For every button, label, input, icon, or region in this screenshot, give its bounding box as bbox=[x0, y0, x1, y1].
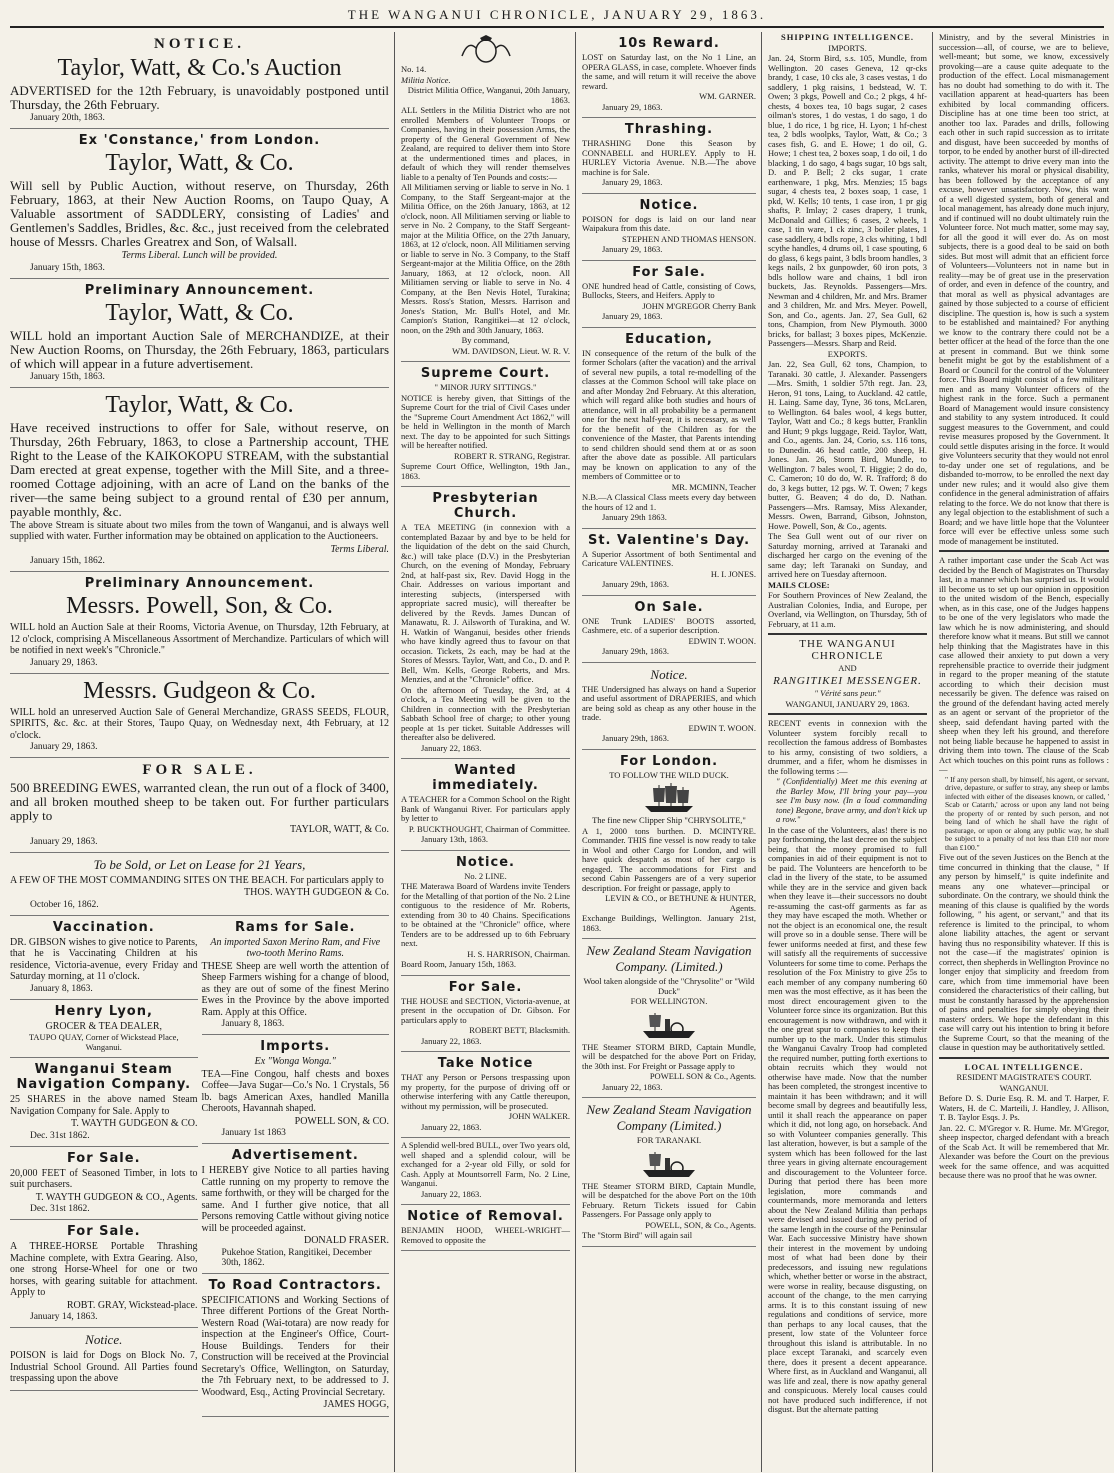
ad-imports bbox=[202, 1035, 390, 1144]
ad-body: IN consequence of the return of the bulk of the former Scholars (after the vacation) and the arrival of several new pupils, a total re-modelling of the classes at the Common School will take place on and after Monday 2nd February. At this alteration, which will regard alike both studies and hours of attendance, will in all probability be a permanent one for the next half-year, it is necessary, as well for the benefit of the Children as for the convenience of the Master, that Parents intending to send children should send them at or as soon after the above date as possible. All particulars may be known on application to any of the members of Committee or to bbox=[582, 347, 756, 481]
ad-signature: WM. DAVIDSON, Lieut. W. R. V. bbox=[452, 345, 570, 356]
column-4 bbox=[768, 32, 933, 1472]
ad-destination: FOR WELLINGTON. bbox=[630, 996, 708, 1006]
ad-date: January 29, 1863. bbox=[602, 101, 663, 112]
ad-vaccination bbox=[10, 916, 198, 1000]
ad-sub: Ex "Wonga Wonga." bbox=[254, 1056, 336, 1067]
ad-signature: POWELL SON & Co., Agents. bbox=[649, 1071, 756, 1081]
ad-body: A THREE-HORSE Portable Thrashing Machine complete, with Extra Gearing. Also, one strong Horse-Wheel for one or two horses, with gearing suitable for attachment. Apply to bbox=[10, 1241, 198, 1298]
ad-signature: EDWIN T. WOON. bbox=[688, 722, 756, 733]
ad-heading: Notice. bbox=[85, 1332, 123, 1347]
ad-destination: FOR TARANAKI. bbox=[636, 1135, 702, 1145]
ad-body: A TEACHER for a Common School on the Right Bank of Wanganui River. For particulars apply by letter to bbox=[401, 794, 570, 823]
ad-steam-shares bbox=[10, 1058, 198, 1147]
ad-date: January 15th, 1862. bbox=[30, 556, 105, 566]
ad-heading: FOR SALE. bbox=[142, 762, 257, 778]
col1-left bbox=[10, 916, 198, 1417]
ad-signature: JAMES HOGG, bbox=[323, 1399, 389, 1410]
ad-firm: Taylor, Watt, & Co. bbox=[105, 391, 294, 418]
ad-body: THAT any Person or Persons trespassing upon my property, for the purpose of driving off or otherwise interfering with any Cattle thereupon, without my permission, will be prosecuted. bbox=[401, 1072, 570, 1111]
ad-date: January 22, 1863. bbox=[421, 1188, 482, 1199]
leader-continued: Ministry, and by the several Ministries in succession—all, of course, we are to believe, well-meant; but some, we know, excessively provoking—are a cause quite adequate to the production of the effect. Local mismanagement has no doubt had something to do with it. The vacillation apparent at head-quarters has been exhibited by local commanding officers. Discipline has at one time been too strict, at another too lax. Parades and drills, following each other in such rapid succession as to irritate and disgust, have been succeeded by months of torpor, to be ended by another burst of ill-directed activity. The attempt to drive every man into the ranks, whatever his moral or physical disability, has been followed by the acceptance of any excuse, however unsatisfactory. Now, this want of a well digested system, both of general and local management, has already done much injury, and if continued will no doubt ultimately ruin the Volunteer force. Not much matter, some may say, for all the good it will ever do. As on most subjects, there is a good deal to be said on both sides. But most will admit that an efficient force of Volunteers—Volunteers not in name but in reality—may be of great use in the preservation of order, and even in defence of the country, and that moral as well as physical advantages are gained by those subjected to a course of efficient discipline. The question is, how is such a system to be established and maintained? For anything we know to the contrary there could not be a better officer at the head of the force than the one at present in command. But we think some benefit might be got by the establishment of a Board or Council for the control of the Volunteer force. This Board might consist of a few military men and as many Volunteer officers of the highest rank in the force. Such a permanent Board of Management would insure consistency and stability to any system introduced. It could suggest measures to the Government, and could revise measures proposed by the Government. It could settle disputes arising in the force. It would give Volunteers security that they would not enrol to-day under one set of regulations, and be disbanded to-morrow, to be enrolled the next day under new rules; and it would also give them confidence in the general administration of affairs relating to the force. We do not know that there is any legal objection to the establishment of such a Board; and we have little hope that the Volunteer force will ever be effective unless some such mode of management be instituted. bbox=[939, 32, 1109, 546]
ad-date: January 22, 1863. bbox=[421, 1035, 482, 1046]
paper-title: THE WANGANUI CHRONICLE bbox=[799, 638, 896, 662]
ad-heading: St. Valentine's Day. bbox=[587, 532, 751, 548]
leader-verse: " (Confidentially) Meet me this evening at the Barley Mow, I'll bring your pay—you see I'm busy now. (In a loud commanding tone) Begone, brave army, and don't kick up a row." bbox=[776, 776, 927, 824]
ad-heading: Wanted immediately. bbox=[432, 763, 539, 793]
ad-body-2: All Militiamen serving or liable to serve in No. 1 Company, to the Staff Sergeant-major at the Militia Office, on the 26th January, 1863, at 12 o'clock, noon. All Militiamen serving or liable to serve in No. 2 Company, to the Staff Sergeant-major at the Militia Office, on the 27th January, 1863, at 12 o'clock, noon. All Militiamen serving or liable to serve in No. 3 Company, to the Staff Sergeant-major at the Militia Office, on the 28th January, 1863, at 12 o'clock, noon. All Militiamen serving or liable to serve in No. 4 Company, at the Ben Nevis Hotel, Turakina; Messrs. Ross's Station, Messrs. Harrison and Jones's Station, Mr. Bull's Hotel, and Mr. Campion's Station, Rangitikei—at 12 o'clock, noon, on the 29th and 30th January, 1863. bbox=[401, 182, 570, 335]
sea-gull-note: The Sea Gull went out of our river on Saturday morning, arrived at Taranaki and discharged her cargo on the evening of the same day; left Taranaki on Sunday, and arrived here on Tuesday afternoon. bbox=[768, 531, 927, 579]
ad-date: January 13th, 1863. bbox=[421, 834, 489, 844]
ad-sub: An imported Saxon Merino Ram, and Five two-tooth Merino Rams. bbox=[210, 936, 381, 959]
ad-place: Exchange Buildings, Wellington. January 21st, 1863. bbox=[582, 913, 756, 933]
ad-place: Pukehoe Station, Rangitikei, December 30th, 1862. bbox=[221, 1247, 372, 1268]
imports-heading: IMPORTS. bbox=[828, 42, 867, 53]
column-5 bbox=[939, 32, 1114, 1472]
ad-heading: For Sale. bbox=[632, 264, 706, 280]
mails-heading: MAILS CLOSE: bbox=[768, 579, 830, 590]
col1-right bbox=[202, 916, 390, 1417]
ad-body: THRASHING Done this Season by CONNABELL and HURLEY. Apply to H. HURLEY Victoria Avenue. N.B.—The above machine is for Sale. bbox=[582, 138, 756, 177]
ad-date: January 29, 1863. bbox=[30, 657, 98, 668]
ad-nzsn-wellington bbox=[582, 939, 756, 1098]
ad-signature: JOHN WALKER. bbox=[508, 1111, 570, 1121]
ad-signature: POWELL SON, & CO. bbox=[294, 1115, 389, 1127]
ad-heading: Presbyterian Church. bbox=[432, 491, 539, 521]
ad-road-contractors bbox=[202, 1274, 390, 1417]
ad-date: January 14, 1863. bbox=[30, 1312, 98, 1322]
ad-date: January 8, 1863. bbox=[30, 983, 93, 994]
ad-body: SPECIFICATIONS and Working Sections of Three different Portions of the Great North-Western Road (Wai-totara) are now ready for inspection at the Engineer's Office, Court-House Buildings. Tenders for their Construction will be received at the Provincial Secretary's Office, Wellington, on Saturday, the 7th February next, to be addressed to J. Woodward, Esq., Acting Provincial Secretary. bbox=[201, 1294, 389, 1398]
notice-number: No. 14. bbox=[401, 64, 427, 74]
ad-body: NOTICE is hereby given, that Sittings of the Supreme Court for the trial of Civil Cases under the "Supreme Court Amendment Act 1862," will be held in Wellington in the month of March next. The day to be appointed for such Sittings will be hereafter notified. bbox=[401, 392, 570, 450]
ad-body: THE HOUSE and SECTION, Victoria-avenue, at present in the occupation of Dr. Gibson. For particulars apply to bbox=[401, 995, 570, 1025]
ad-body: ONE Trunk LADIES' BOOTS assorted, Cashmere, etc. of a superior description. bbox=[582, 615, 756, 635]
ad-sub: " MINOR JURY SITTINGS." bbox=[434, 382, 537, 392]
ad-thrashing bbox=[582, 118, 756, 194]
exports-body: Jan. 22, Sea Gull, 62 tons, Champion, to Taranaki. 30 cattle, J. Alexander. Passengers—Mrs. Smith, 1 soldier 57th regt. Jan. 23, Heron, 91 tons, Laing, to Auckland. 42 cattle, H. Laing. Same day, Tyne, 36 tons, McLaren, to Wellington. 64 bales wool, 4 kegs butter, Taylor, Watt and Co.; 8 kegs butter, Franklin and Hunt; 9 pkgs luggage, Reid. Taylor, Watt, and Co., agents. Jan. 24, Corio, s.s. 116 tons, to Dunedin. 46 head cattle, 200 sheep, H. Jones. Jan. 26, Storm Bird, Mundle, to Wellington. 7 bales wool, T. Higgie; 2 do do, C. Cameron; 10 do do, W. R. Trafford; 8 do do, 3 kegs butter, 12 pgs. W. T. Owen; 7 kegs butter, G. Beaven; 4 do do, D. Nathan. Passengers—Mrs. Ramsay, Miss Alexander, Messrs. Owen, Barrand, Gibson, Johnston, Howe. Powell, Son, & Co., agents. bbox=[768, 359, 927, 531]
ad-beach-sites bbox=[10, 853, 389, 916]
ad-heading: Education, bbox=[625, 331, 713, 347]
ad-signature: T. WAYTH GUDGEON & CO. bbox=[71, 1118, 198, 1129]
ad-heading: New Zealand Steam Navigation Company (Limited.) bbox=[586, 1102, 752, 1133]
ad-wanted-teacher bbox=[401, 759, 570, 851]
ad-body: A Superior Assortment of both Sentimental and Caricature VALENTINES. bbox=[582, 548, 756, 568]
ad-firm: Messrs. Gudgeon & Co. bbox=[83, 677, 316, 704]
ad-body: POISON for dogs is laid on our land near Waipakura from this date. bbox=[582, 213, 756, 233]
ad-body: TEA—Fine Congou, half chests and boxes Coffee—Java Sugar—Co.'s No. 1 Crystals, 56 lb. bags American Axes, handled Manilla Cheroots, Havannah shaped. bbox=[201, 1068, 389, 1114]
ad-heading: For Sale. bbox=[448, 979, 523, 995]
ad-firm: Taylor, Watt, & Co. bbox=[105, 299, 294, 326]
ad-take-notice bbox=[401, 1052, 570, 1138]
imports-body: Jan. 24, Storm Bird, s.s. 105, Mundle, from Wellington. 20 cases Geneva, 12 qr-cks brandy, 1 case, 10 cks ale, 3 cases vestas, 1 do saddlery, 1 pkg raisins, 1 bedstead, W. T. Owen; 3 pkgs, Powell and Co.; 2 pkgs, 4 hf-chests, 4 boxes tea, 10 bags sugar, 2 cases oilman's stores, 1 do vestas, 1 do sago, 1 do blue, 1 do rice, 1 bg rice, H. Lyon; 1 hf-chest tea, 2 bdls woolpks, Taylor, Watt, & Co.; 3 cases fish, G. and E. Howe; 1 do oil, G. Howe; 1 chest tea, 2 boxes soap, 1 do oil, 1 do blacking, 1 do sago, 4 bags sugar, 10 bgs salt, D. and P. Bell; 2 cks sugar, 1 crate earthenware, 1 pkg, Mrs. Menzies; 15 bags sugar, 4 chests tea, 2 boxes soap, 1 case, 1 pkd, W. Kells; 10 tents, 1 case iron, 1 pr gig shafts, P. Imlay; 2 cases drapery, 1 trunk, McDonald and Gillies; 6 cases, 2 wheels, 1 case, 1 tin ware, 1 ck zinc, 3 boiler plates, 1 case saddlery, 4 bdls rope, 3 cks whiting, 1 bdl scythe handles, 4 drums oil, 1 case spouting, 6 do glass, 6 kegs paint, 3 bdls broom handles, 3 kegs nails, 2 bx gunpowder, 60 iron pots, 3 bdls hollow ware and chains, 1 bdl iron buckets, Jas. Reynolds. Passengers—Mrs. Newman and 4 children, Mr. and Mrs. Bramer and 3 children, Mr. and Mrs. Meyer. Powell, Son, and Co., agents. Jan. 27, Sea Gull, 62 tons, Champion, from New Plymouth. 3000 bricks, for ballast; 3 boxes pipes, McKenzie. Passengers—Messrs. Sharp and Reid. bbox=[768, 53, 927, 348]
column-2 bbox=[401, 32, 576, 1472]
ad-timber bbox=[10, 1147, 198, 1221]
ad-auction-notice bbox=[10, 32, 389, 129]
ad-date: October 16, 1862. bbox=[30, 899, 99, 910]
ad-signature: P. BUCKTHOUGHT, Chairman of Committee. bbox=[408, 823, 570, 834]
ad-heading: NOTICE. bbox=[154, 36, 245, 52]
ad-place: District Militia Office, Wanganui, 20th January, 1863. bbox=[407, 85, 570, 105]
ad-heading: On Sale. bbox=[634, 599, 704, 615]
ad-date: January 29, 1863. bbox=[602, 311, 663, 321]
ad-no2-line bbox=[401, 851, 570, 976]
ad-body: ALL Settlers in the Militia District who are not enrolled Members of Volunteer Troops or Companies, having in their possession Arms, the property of the General Government of New Zealand, are required to deliver them into Store at the undermentioned times and places, in default of which they will render themselves liable to a penalty of Ten Pounds and costs:— bbox=[401, 105, 570, 182]
ad-firm: Taylor, Watt, & Co. bbox=[105, 150, 294, 176]
ad-body: THE Undersigned has always on hand a Superior and useful assortment of DRAPERIES, and which are being sold as cheap as any other house in the trade. bbox=[582, 683, 756, 722]
ad-date: Dec. 31st 1862. bbox=[30, 1130, 90, 1141]
ad-valentines bbox=[582, 529, 756, 596]
ad-powell-auction bbox=[10, 572, 389, 674]
paper-title-2: RANGITIKEI MESSENGER. bbox=[773, 674, 922, 687]
ad-date: January 22, 1863. bbox=[602, 1081, 663, 1092]
ad-heading: Supreme Court. bbox=[420, 366, 551, 381]
ad-body: ADVERTISED for the 12th February, is unavoidably postponed until Thursday, the 26th February. bbox=[10, 83, 389, 112]
ad-supreme-court bbox=[401, 362, 570, 487]
ad-sub: TO FOLLOW THE WILD DUCK. bbox=[609, 769, 729, 780]
ad-firm: Messrs. Powell, Son, & Co. bbox=[66, 593, 333, 619]
ad-body: A FEW OF THE MOST COMMANDING SITES ON THE BEACH. For particulars apply to bbox=[10, 874, 384, 886]
ad-body: 20,000 FEET of Seasoned Timber, in lots to suit purchasers. bbox=[10, 1167, 198, 1190]
ad-draperies bbox=[582, 663, 756, 750]
divider bbox=[939, 550, 1109, 552]
paper-date: WANGANUI, JANUARY 29, 1863. bbox=[785, 698, 910, 709]
ad-heading: Notice of Removal. bbox=[407, 1209, 564, 1224]
steamer-icon bbox=[639, 1009, 699, 1041]
ad-note: Wool taken alongside of the "Chrysolite" or "Wild Duck" bbox=[583, 976, 755, 996]
ad-signature: EDWIN T. WOON. bbox=[688, 635, 756, 646]
ad-reward bbox=[582, 32, 756, 118]
ad-body: LOST on Saturday last, on the No 1 Line, an OPERA GLASS, in case, complete. Whoever finds the same, and will return it will receive the above reward. bbox=[582, 52, 756, 91]
ad-body: A Splendid well-bred BULL, over Two years old, well shaped and a splendid colour, will be exchanged for a 2-year old Filly, or sold for Cash. Apply at Mountsorrell Farm, No. 2 Line, Wanganui. bbox=[401, 1140, 570, 1188]
ad-body: WILL hold an Auction Sale at their Rooms, Victoria Avenue, on Thursday, 12th February, at 12 o'clock, comprising A Miscellaneous Assortment of Merchandize. Particulars of which will be notified in next week's "Chronicle." bbox=[10, 622, 389, 656]
ad-removal bbox=[401, 1205, 570, 1251]
ad-body: ONE hundred head of Cattle, consisting of Cows, Bullocks, Steers, and Heifers. Apply to bbox=[582, 280, 756, 300]
ad-date: January 29th, 1863. bbox=[602, 579, 670, 589]
ad-presbyterian bbox=[401, 487, 570, 759]
court-heading: RESIDENT MAGISTRATE'S COURT. bbox=[956, 1072, 1092, 1082]
steamer-icon bbox=[639, 1148, 699, 1180]
ad-body: A 1, 2000 tons burthen. D. MCINTYRE. Commander. THIS fine vessel is now ready to take in Wool and other Cargo for London, and will have quick despatch as most of her cargo is engaged. The accommodations for First and second Cabin Passengers are of a very superior description. For freight or passage, apply to bbox=[582, 825, 756, 893]
ad-footnote: The "Storm Bird" will again sail bbox=[582, 1230, 693, 1240]
ad-cattle bbox=[582, 261, 756, 328]
local-intelligence-heading: LOCAL INTELLIGENCE. bbox=[964, 1061, 1084, 1072]
paper-motto: " Vérité sans peur." bbox=[814, 688, 881, 698]
ad-date: January 29th 1863. bbox=[602, 512, 667, 522]
divider bbox=[768, 713, 927, 715]
ad-date: Dec. 31st 1862. bbox=[30, 1204, 90, 1214]
column-1 bbox=[10, 32, 395, 1472]
ad-date: January 15th, 1863. bbox=[30, 262, 105, 273]
ad-heading: Henry Lyon, bbox=[54, 1003, 153, 1019]
ad-constance bbox=[10, 129, 389, 279]
leader-body-2: In the case of the Volunteers, alas! there is no pay forthcoming, the last decree on the subject being, that the money promised to full companies in aid of their equipment is not to be paid. The Volunteers are henceforth to be clad in the livery of the state, to be assumed while they are in the service and given back when they leave it—their successors no doubt re-assuming the cast-off garments as far as they may have escaped the moth. Whether or not the object is an economical one, the result will prove so in a double sense. There will be fewer uniforms needed at first, and these few will satisfy all the requirements of successive Volunteers for some time to come. Perhaps the resolution of the Fox Ministry to give 25s to each member of any company numbering 60 men was the most effective, as it has been the most direct encouragement given to the Volunteer force since its organization. But this encouragement is now withdrawn, and with it the one great spur to companies to keep their number up to the mark. Under this stimulus the Wanganui Cavalry Troop had completed the required number, putting forth exertions to obtain recruits which they would not otherwise have made. Now that the number has been completed, the strongest incentive to maintain it has been withdrawn; and it will become small by degrees and beautifully less, until it shall reach the appearance on paper which it did, not long ago, on horseback. And so with Volunteer companies generally. This last alteration, however, is but a sample of the system which has been followed for the last three years in giving alternate encouragement and discouragement to the Volunteer force. During that period there has been more legislation, more commands and countermands, more memoranda and letters about the New Zealand Militia than perhaps were devised and issued during any period of the same length in the course of the Peninsular War. Each successive Ministry have shown their interest in the movement by undoing most of what had been done by their predecessors, and issuing new regulations which, whether better or worse in the abstract, were worse in reality, because disgusting, on account of the change, to the men carrying arms. It is to this constant issuing of new regulations and conditions of service, more than perhaps to any local causes, that the present, low state of the Volunteer force throughout this island is attributable. In no place except Taranaki, and scarcely even there, does it present a decent appearance. Where first, as in Auckland and Wanganui, all was life and zeal, there is now apathy general and conspicuous. Merely local causes could not have produced such indifference, if not disgust. But the alternate patting bbox=[768, 824, 927, 1414]
ad-body: THE Materawa Board of Wardens invite Tenders for the Metalling of that portion of the No. 2 Line contiguous to the residence of Mr. Roberts, extending from 30 to 40 Chains. Specifications to be obtained at the "Chronicle" office, where Tenders are to be addressed up to 6th February next. bbox=[401, 881, 570, 948]
ad-education bbox=[582, 328, 756, 529]
ad-sub: No. 2 LINE. bbox=[464, 870, 507, 881]
ad-signature: STEPHEN AND THOMAS HENSON. bbox=[622, 233, 756, 244]
ad-poison-henson bbox=[582, 194, 756, 261]
ad-house-sale bbox=[401, 976, 570, 1053]
ad-date: January 1st 1863 bbox=[221, 1128, 286, 1138]
leader-body: RECENT events in connexion with the Volunteer system forcibly recall to recollection the famous address of Bombastes to his army, consisting of two soldiers, a drummer, and a fifer, whom he dismisses in the following terms :— bbox=[768, 718, 927, 776]
ad-heading: To be Sold, or Let on Lease for 21 Years, bbox=[93, 856, 306, 872]
ad-heading: Militia Notice. bbox=[401, 74, 451, 85]
col1-split bbox=[10, 916, 389, 1417]
sailing-ship-icon bbox=[639, 782, 699, 814]
divider bbox=[768, 633, 927, 635]
ad-note: N.B.—A Classical Class meets every day between the hours of 12 and 1. bbox=[582, 492, 756, 512]
ad-signature: DONALD FRASER. bbox=[303, 1235, 389, 1246]
ad-heading: Wanganui Steam Navigation Company. bbox=[16, 1062, 192, 1092]
ad-signature: H. S. HARRISON, Chairman. bbox=[467, 948, 570, 959]
exports-heading: EXPORTS. bbox=[827, 348, 868, 359]
court-place: WANGANUI. bbox=[999, 1082, 1049, 1093]
court-case: Jan. 22. C. M'Gregor v. R. Hume. Mr. M'Gregor, sheep inspector, charged defendant with a breach of the Scab Act. It will be remembered that Mr. Alexander was before the Court on the previous week for the same offence, and was acquitted because there was no proof that he was owner. bbox=[939, 1122, 1109, 1180]
ad-date: January 8, 1863. bbox=[221, 1019, 285, 1029]
scab-quote: " If any person shall, by himself, his agent, or servant, drive, depasture, or suffer to stray, any sheep or lambs infected with either of the diseases known, or called, ' Scab or Catarrh,' across or upon any land not being the property of or rented by such person, and not being land of which he shall have the right of pasturage, or upon or along any public way, he shall be subject to a penalty of not less than £10 nor more than £100." bbox=[945, 774, 1109, 852]
ad-signature: LEVIN & CO., or BETHUNE & HUNTER, Agents. bbox=[605, 893, 756, 913]
ad-date: January 22, 1863. bbox=[421, 1121, 482, 1132]
ad-thrashing-machine bbox=[10, 1220, 198, 1328]
columns bbox=[10, 32, 1109, 1472]
ad-nzsn-taranaki bbox=[582, 1098, 756, 1247]
ad-date: January 29th, 1863. bbox=[602, 733, 670, 743]
ad-heading: Ex 'Constance,' from London. bbox=[78, 133, 321, 148]
ad-signature: POWELL, SON, & Co., Agents. bbox=[645, 1219, 756, 1230]
ad-date: January 22, 1863. bbox=[421, 742, 482, 753]
ad-body: 500 BREEDING EWES, warranted clean, the run out of a flock of 3400, and all broken mouthed sheep to be taken out. For further particulars apply to bbox=[10, 780, 389, 823]
shipping-heading: SHIPPING INTELLIGENCE. bbox=[781, 32, 914, 42]
ad-heading: Take Notice bbox=[437, 1056, 534, 1071]
ad-heading: Thrashing. bbox=[624, 122, 714, 137]
ad-heading: Notice. bbox=[650, 666, 688, 682]
royal-crest-icon bbox=[456, 34, 516, 64]
ad-signature: TAYLOR, WATT, & Co. bbox=[289, 824, 389, 835]
ad-heading: 10s Reward. bbox=[618, 36, 720, 51]
ad-signature: ROBERT BETT, Blacksmith. bbox=[469, 1025, 570, 1035]
ad-terms: Terms Liberal. Lunch will be provided. bbox=[121, 250, 278, 261]
ad-date: January 29, 1863. bbox=[30, 742, 98, 752]
ad-date: January 29th, 1863. bbox=[602, 646, 670, 656]
ad-ship-name: The fine new Clipper Ship "CHRYSOLITE," bbox=[592, 815, 746, 825]
ad-heading: New Zealand Steam Navigation Company. (Limited.) bbox=[586, 943, 752, 974]
ad-body: BENJAMIN HOOD, WHEEL-WRIGHT—Removed to opposite the bbox=[401, 1225, 570, 1245]
paper-and: AND bbox=[838, 663, 857, 673]
mails-body: For Southern Provinces of New Zealand, the Australian Colonies, India, and Europe, per Overland, via Wellington, on Thursday, 5th of February, at 11 a.m. bbox=[768, 590, 927, 629]
ad-signature: THOS. WAYTH GUDGEON & Co. bbox=[243, 887, 389, 898]
ad-prelim-merchandize bbox=[10, 279, 389, 388]
ad-body: THESE Sheep are well worth the attention of Sheep Farmers wishing for a change of blood, as they are out of some of the finest Merino Ewes in the Province by the above imported Ram. Apply at this Office. bbox=[201, 960, 389, 1018]
ad-gudgeon-auction bbox=[10, 674, 389, 759]
ad-body-2: The above Stream is situate about two miles from the town of Wanganui, and is always well supplied with water. Further information may be obtained on application to the Auctioneers. bbox=[10, 519, 389, 542]
ad-heading: Rams for Sale. bbox=[235, 919, 356, 935]
ad-signature: ROBERT R. STRANG, Registrar. bbox=[454, 450, 570, 461]
ad-place: Board Room, January 15th, 1863. bbox=[401, 959, 516, 969]
ad-signature: T. WAYTH GUDGEON & CO., Agents. bbox=[35, 1191, 198, 1203]
ad-body-2: On the afternoon of Tuesday, the 3rd, at 4 o'clock, a Tea Meeting will be given to the Children in connection with the Presbyterian Sabbath School free of charge; to other young people at 1s per ticket. Suitable Addresses will thereafter also be delivered. bbox=[401, 684, 570, 742]
ad-body: A TEA MEETING (in connexion with a contemplated Bazaar by and bye to be held for the liquidation of the debt on the said Church, &c.) will take place (D.V.) in the Presbyterian Church, on the evening of Monday, February 2nd, at half-past six, Rev. David Hogg in the Chair. Addresses on various important and interesting subjects, (interspersed with appropriate sacred music), will thereafter be delivered by the Revds. James Duncan of Manawatu, R. J. Ailsworth of Turakina, and W. H. Watkin of Wanganui, besides other friends who have kindly agreed thus to favour on that occasion. Tickets, 2s each, may be had at the Stores of Messrs. Taylor, Watt, and Co., D. and P. Bell, Wm. Kells, George Roberts, and Mrs. Menzies, and at the "Chronicle" office. bbox=[401, 522, 570, 684]
ad-heading: For London. bbox=[619, 753, 719, 769]
ad-terms: Terms Liberal. bbox=[330, 543, 389, 555]
ad-heading: Preliminary Announcement. bbox=[84, 576, 315, 591]
ad-advertisement-fraser bbox=[202, 1144, 390, 1274]
ad-heading: For Sale. bbox=[66, 1224, 141, 1239]
ad-heading: Notice. bbox=[639, 197, 699, 213]
ad-body: DR. GIBSON wishes to give notice to Parents, that he is Vaccinating Children at his residence, Victoria-avenue, every Friday and Saturday morning, at 11 o'clock. bbox=[10, 936, 198, 982]
ad-body: 25 SHARES in the above named Steam Navigation Company for Sale. Apply to bbox=[10, 1094, 198, 1117]
ad-date: January 29, 1863. bbox=[602, 177, 663, 187]
ad-signature: JOHN M'GREGOR Cherry Bank bbox=[642, 300, 756, 311]
ad-henry-lyon bbox=[10, 1000, 198, 1059]
ad-signature: MR. MCMINN, Teacher bbox=[671, 481, 756, 492]
ad-firm: Taylor, Watt, & Co.'s Auction bbox=[57, 55, 342, 81]
ad-on-sale bbox=[582, 596, 756, 663]
ad-by: By command, bbox=[461, 335, 510, 345]
ad-body: POISON is laid for Dogs on Block No. 7, Industrial School Ground. All Parties found trespassing upon the above bbox=[10, 1350, 198, 1384]
ad-body: Have received instructions to offer for Sale, without reserve, on Thursday, 26th February, 1863, to close a Partnership account, THE Right to the Lease of the KAIKOKOPU STREAM, with the substantial Dam erected at great expense, together with the Mill Site, and a three-roomed Cottage adjoining, with an acre of Land on the banks of the river—the same being subject to a ground rental of £30 per annum, payable monthly, &c. bbox=[10, 419, 389, 519]
ad-heading: Notice. bbox=[456, 854, 515, 870]
ad-signature: H. I. JONES. bbox=[710, 568, 756, 579]
ad-militia bbox=[401, 32, 570, 362]
divider bbox=[939, 1057, 1109, 1059]
ad-body: WILL hold an important Auction Sale of MERCHANDIZE, at their New Auction Rooms, on Thursday, the 26th February, 1863, particulars of which will appear in a future advertisement. bbox=[10, 327, 389, 371]
ad-stream-lease bbox=[10, 388, 389, 573]
ad-heading: Imports. bbox=[260, 1039, 331, 1054]
ad-sub: GROCER & TEA DEALER, bbox=[45, 1020, 162, 1032]
ad-signature: WM. GARNER. bbox=[699, 91, 756, 101]
ad-body: THE Steamer STORM BIRD, Captain Mundle, will be despatched for the above Port on Friday, the 30th inst. For Freight or Passage apply to bbox=[582, 1041, 756, 1071]
ad-heading: Advertisement. bbox=[231, 1148, 359, 1163]
ad-breeding-ewes bbox=[10, 758, 389, 853]
ad-rams bbox=[202, 916, 390, 1036]
ad-date: January 20th, 1863. bbox=[30, 113, 105, 123]
ad-heading: For Sale. bbox=[66, 1150, 141, 1166]
ad-heading: Preliminary Announcement. bbox=[84, 282, 315, 298]
ad-date: January 29, 1863. bbox=[30, 836, 98, 847]
ad-address: TAUPO QUAY, Corner of Wickstead Place, Wanganui. bbox=[28, 1032, 179, 1052]
ad-body: Will sell by Public Auction, without reserve, on Thursday, 26th February, 1863, at their New Auction Rooms, on Taupo Quay, A Valuable assortment of SADDLERY, consisting of Ladies' and Gentlemen's Saddles, Bridles, &c. &c., just received from the celebrated house of Messrs. Charles Greatrex and Son, of Walsall. bbox=[10, 178, 389, 249]
ad-heading: Vaccination. bbox=[52, 919, 155, 935]
ad-date: January 15th, 1863. bbox=[30, 371, 105, 382]
ad-place: Supreme Court Office, Wellington, 19th Jan., 1863. bbox=[401, 461, 570, 481]
ad-poison-notice bbox=[10, 1328, 198, 1391]
ad-body: WILL hold an unreserved Auction Sale of General Merchandize, GRASS SEEDS, FLOUR, SPIRITS, &c. &c. at their Stores, Taupo Quay, on Wednesday next, 4th February, at 12 o'clock. bbox=[10, 706, 389, 741]
column-3 bbox=[582, 32, 762, 1472]
scab-article: A rather important case under the Scab Act was decided by the Bench of Magistrates on Thursday last, in a manner which has surprised us. It would ill become us to set up our opinion in opposition to the united wisdom of the Bench, especially when, as in this case, one of the Judges happens to be one of the very legislators who made the law which he is now administering, and should therefore know what it means. But still we cannot help thinking that the Magistrates have in this case allowed their anxiety to put down a very reprehensible practice to override their judgment in regard to the proper meaning of the statute according to which their decision must necessarily be given. The defence was raised on the ground of the defendant having acted merely as an agent or servant of the proprietor of the sheep, said defendant having parted with the sheep when they left his ground, and therefore not being liable because he happened to assist in driving them into town. The clause of the Scab Act which touches on this point runs as follows :— bbox=[939, 555, 1109, 774]
ad-date: January 29, 1863. bbox=[602, 244, 663, 254]
scab-article-2: Five out of the seven Justices on the Bench at the time concurred in thinking that the clause, " If any person by himself," is quite indefinite and means any one whatever—principal or subordinate. On the contrary, we should think the meaning of this clause is qualified by the words following, " his agent, or servant," and that its reference is limited to the principal, to whom alone liability attaches, the agent or servant having thus no responsibility whatever. If this is not the case—if the magistrates' opinion is correct, then shepherds in Wellington Province no longer enjoy that simplicity and freedom from care, which from time immemorial have been considered the characteristics of their calling, but must be constantly harassed by the apprehension of pains and penalties for simply obeying their masters' orders. We hope the defendant in this case will carry out his intention to bring it before the Supreme Court, so that the meaning of the clause in question may be authoritatively settled. bbox=[939, 852, 1109, 1052]
ad-body: THE Steamer STORM BIRD, Captain Mundle, will be despatched for the above Port on the 10th February. Return Tickets issued for Cabin Passengers. For Passage only apply to bbox=[582, 1180, 756, 1219]
ad-for-london bbox=[582, 750, 756, 940]
masthead: THE WANGANUI CHRONICLE, JANUARY 29, 1863. bbox=[10, 4, 1104, 28]
ad-heading: To Road Contractors. bbox=[208, 1277, 382, 1293]
ad-body: I HEREBY give Notice to all parties having Cattle running on my property to remove the same forthwith, or they will be charged for the same. And I further give notice, that all Persons removing Cattle without giving notice will be proceeded against. bbox=[201, 1165, 389, 1234]
ad-bull bbox=[401, 1138, 570, 1205]
court-bench: Before D. S. Durie Esq. R. M. and T. Harper, F. Waters, H. de C. Marteili, J. Handley, J. Allison, T. B. Taylor Esqs. J. Ps. bbox=[939, 1093, 1109, 1122]
ad-signature: ROBT. GRAY, Wickstead-place. bbox=[66, 1299, 198, 1311]
